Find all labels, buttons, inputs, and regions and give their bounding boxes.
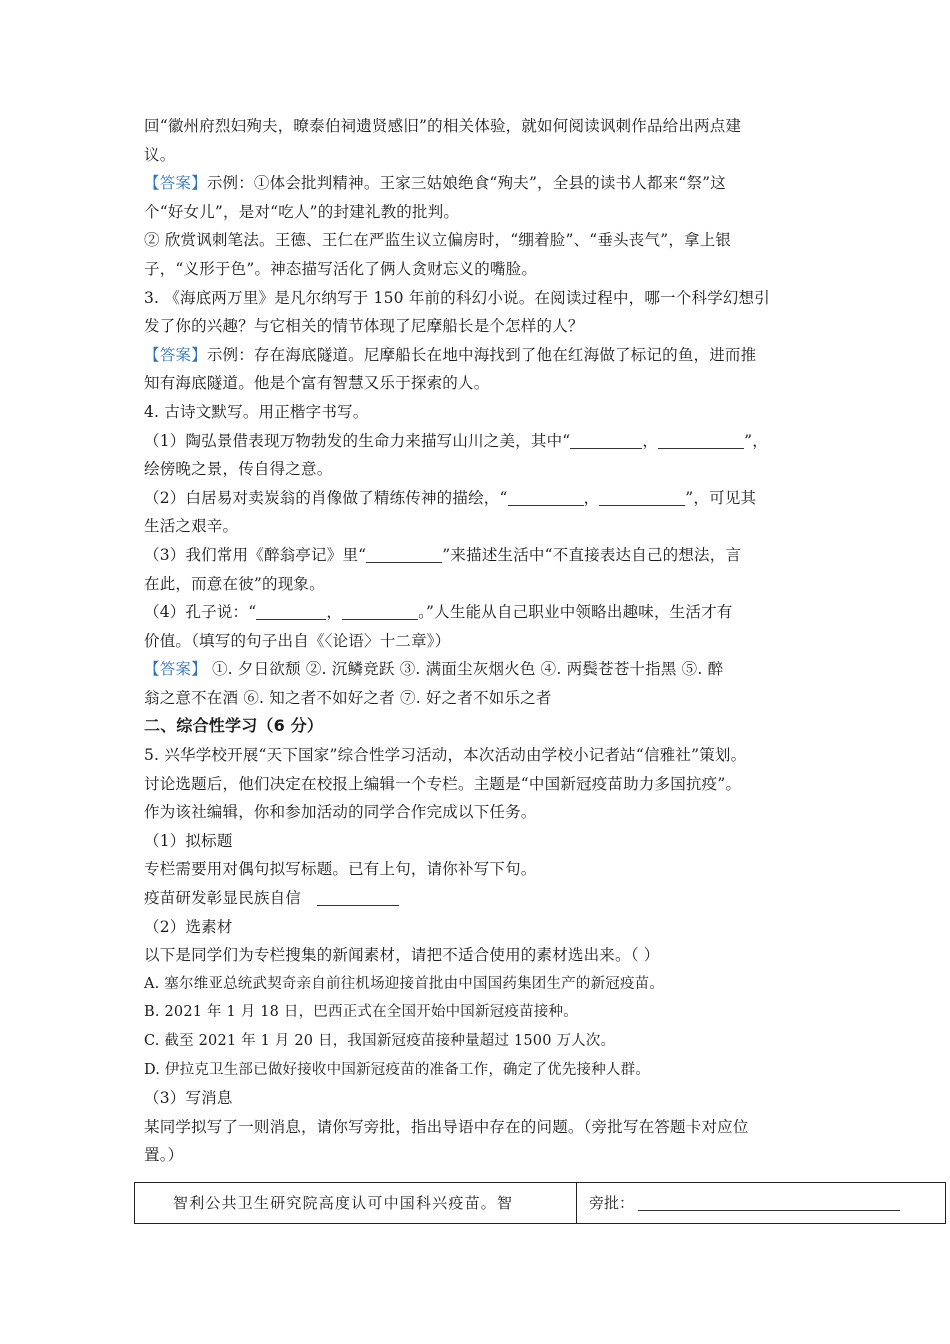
- answer-label: 【答案】: [144, 345, 207, 364]
- text-line: 子，“义形于色”。神态描写活化了俩人贪财忘义的嘴脸。: [144, 259, 538, 278]
- text-line: 某同学拟写了一则消息，请你写旁批，指出导语中存在的问题。（旁批写在答题卡对应位: [144, 1117, 749, 1136]
- text-line: 以下是同学们为专栏搜集的新闻素材，请把不适合使用的素材选出来。（ ）: [144, 946, 660, 965]
- annotation-label: 旁批：: [589, 1194, 635, 1212]
- text: ，: [642, 431, 659, 450]
- text-line: 专栏需要用对偶句拟写标题。已有上句，请你补写下句。: [144, 860, 537, 879]
- annotation-cell[interactable]: [577, 1183, 945, 1223]
- answer-label: 【答案】: [144, 174, 207, 193]
- answer-text: 示例：①体会批判精神。王家三姑娘绝食“殉夫”，全县的读书人都来“祭”这: [206, 174, 727, 193]
- text-line: 回“徽州府烈妇殉夫，暸泰伯祠遗贤感旧”的相关体验，就如何阅读讽刺作品给出两点建: [144, 117, 742, 135]
- title-line: [144, 884, 814, 913]
- answer-line: [144, 169, 814, 198]
- fill-blank[interactable]: [599, 489, 685, 506]
- text: ”，: [744, 431, 768, 450]
- fill-blank[interactable]: [570, 432, 642, 449]
- option-b[interactable]: B. 2021 年 1 月 18 日，巴西正式在全国开始中国新冠疫苗接种。: [144, 1004, 578, 1021]
- text: （1）陶弘景借表现万物勃发的生命力来描写山川之美，其中“: [144, 431, 571, 450]
- fill-blank[interactable]: [342, 603, 418, 620]
- answer-text: 示例：存在海底隧道。尼摩船长在地中海找到了他在红海做了标记的鱼，进而推: [206, 345, 757, 364]
- text-line: 讨论选题后，他们决定在校报上编辑一个专栏。主题是“中国新冠疫苗助力多国抗疫”。: [144, 774, 742, 793]
- text-line: ② 欣赏讽刺笔法。王德、王仁在严监生议立偏房时，“绷着脸”、“垂头丧气”，拿上银: [144, 231, 732, 250]
- fill-blank[interactable]: [658, 432, 744, 449]
- answer-line: [144, 655, 814, 684]
- news-text-cell: 智利公共卫生研究院高度认可中国科兴疫苗。智: [135, 1183, 577, 1223]
- text: （2）白居易对卖炭翁的肖像做了精练传神的描绘，“: [144, 488, 508, 507]
- text: ，: [583, 488, 600, 507]
- text-line: 翁之意不在酒 ⑥. 知之者不如好之者 ⑦. 好之者不如乐之者: [144, 688, 552, 707]
- question-5: 5. 兴华学校开展“天下国家”综合性学习活动，本次活动由学校小记者站“信雅社”策划。: [144, 746, 747, 765]
- subquestion-3: [144, 541, 814, 570]
- question-3: 3. 《海底两万里》是凡尔纳写于 150 年前的科幻小说。在阅读过程中，哪一个科学幻想引: [144, 288, 770, 307]
- task-1-label: （1）拟标题: [144, 831, 233, 850]
- text-line: 价值。（填写的句子出自《〈论语〉十二章》）: [144, 631, 451, 650]
- fill-blank[interactable]: [366, 546, 442, 563]
- text: 。”人生能从自己职业中领略出趣味，生活才有: [418, 603, 733, 622]
- task-2-label: （2）选素材: [144, 917, 233, 936]
- question-4: 4. 古诗文默写。用正楷字书写。: [144, 402, 369, 421]
- fill-blank[interactable]: [508, 489, 584, 506]
- text-line: 生活之艰辛。: [144, 517, 239, 536]
- document-page: [144, 112, 814, 1170]
- option-c[interactable]: C. 截至 2021 年 1 月 20 日，我国新冠疫苗接种量超过 1500 万人次。: [144, 1033, 616, 1049]
- fill-blank[interactable]: [256, 603, 326, 620]
- subquestion-2: [144, 484, 814, 513]
- answer-text: ①. 夕日欲颓 ②. 沉鳞竞跃 ③. 满面尘灰烟火色 ④. 两鬓苍苍十指黑 ⑤. 醉: [206, 660, 724, 679]
- text-line: 发了你的兴趣？与它相关的情节体现了尼摩船长是个怎样的人？: [144, 317, 584, 336]
- text-line: 在此，而意在彼”的现象。: [144, 574, 325, 593]
- text-line: 个“好女儿”，是对“吃人”的封建礼教的批判。: [144, 202, 460, 221]
- text: （3）我们常用《醉翁亭记》里“: [144, 545, 367, 564]
- fill-blank[interactable]: [317, 889, 399, 906]
- section-heading: 二、综合性学习（6 分）: [144, 716, 324, 736]
- annotation-blank[interactable]: [638, 1194, 900, 1211]
- subquestion-4: [144, 598, 814, 627]
- subquestion-1: [144, 427, 814, 456]
- text-line: 置。）: [144, 1146, 184, 1165]
- text-line: 绘傍晚之景，传自得之意。: [144, 460, 333, 479]
- answer-label: 【答案】: [144, 660, 207, 679]
- text: ，: [326, 603, 343, 622]
- text: ”，可见其: [685, 488, 757, 507]
- task-3-label: （3）写消息: [144, 1089, 233, 1108]
- answer-line: [144, 341, 814, 370]
- text: 疫苗研发彰显民族自信: [144, 889, 302, 908]
- text: ”来描述生活中“不直接表达自己的想法，言: [442, 545, 742, 564]
- text-line: 知有海底隧道。他是个富有智慧又乐于探索的人。: [144, 374, 490, 393]
- text-line: 作为该社编辑，你和参加活动的同学合作完成以下任务。: [144, 803, 537, 822]
- text: （4）孔子说：“: [144, 603, 257, 622]
- text-line: 议。: [144, 145, 176, 164]
- annotation-table: [134, 1182, 946, 1224]
- option-d[interactable]: D. 伊拉克卫生部已做好接收中国新冠疫苗的准备工作，确定了优先接种人群。: [144, 1061, 651, 1078]
- option-a[interactable]: A. 塞尔维亚总统武契奇亲自前往机场迎接首批由中国国药集团生产的新冠疫苗。: [144, 975, 665, 992]
